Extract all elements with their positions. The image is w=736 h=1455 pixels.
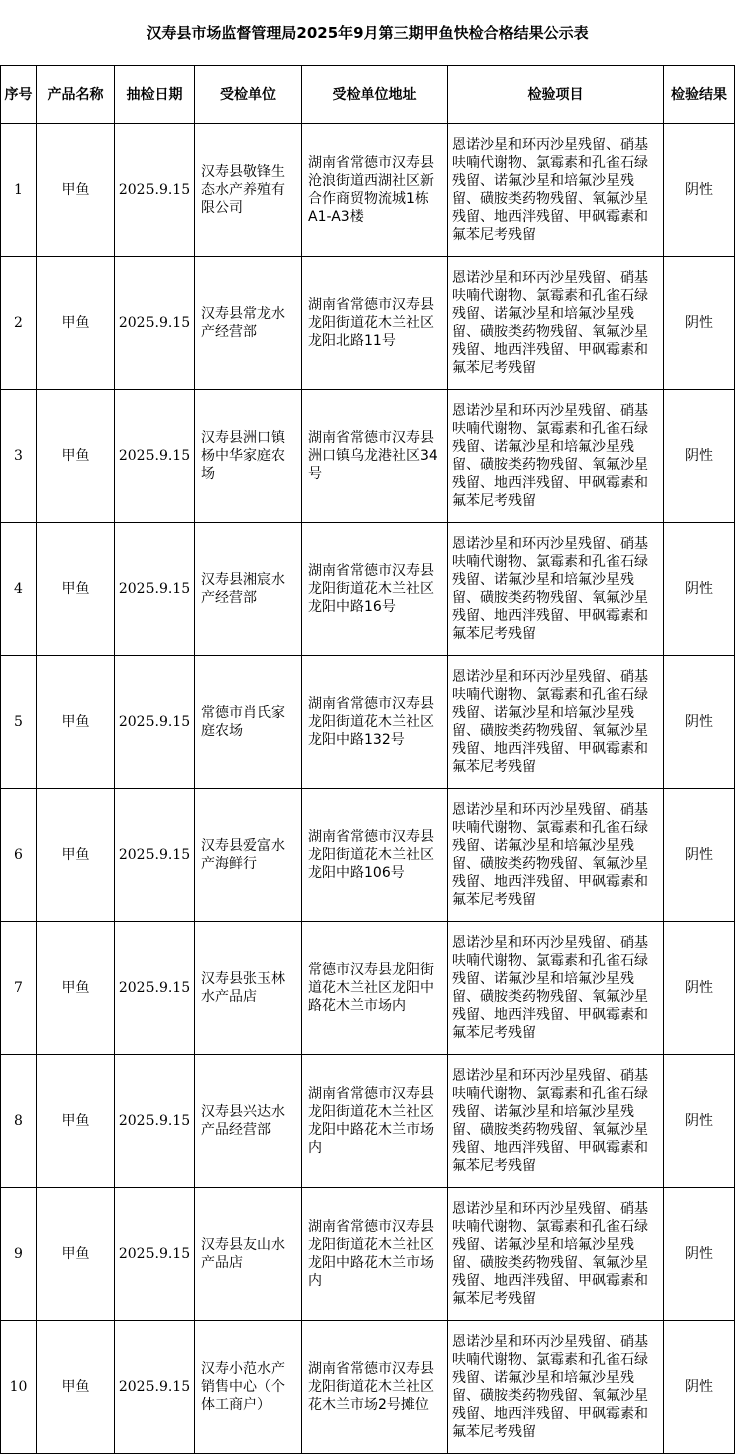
seq-cell: 1 bbox=[1, 124, 37, 257]
table-row bbox=[1, 257, 735, 390]
unit-cell: 汉寿县常龙水产经营部 bbox=[195, 257, 302, 390]
table-row bbox=[1, 656, 735, 789]
seq-cell: 4 bbox=[1, 523, 37, 656]
result-cell: 阴性 bbox=[664, 1188, 735, 1321]
table-row bbox=[1, 124, 735, 257]
table-row bbox=[1, 1321, 735, 1454]
product-cell: 甲鱼 bbox=[37, 390, 115, 523]
date-cell: 2025.9.15 bbox=[115, 257, 195, 390]
unit-cell: 汉寿县友山水产品店 bbox=[195, 1188, 302, 1321]
date-cell: 2025.9.15 bbox=[115, 1321, 195, 1454]
result-cell: 阴性 bbox=[664, 124, 735, 257]
items-cell: 恩诺沙星和环丙沙星残留、硝基呋喃代谢物、氯霉素和孔雀石绿残留、诺氟沙星和培氟沙星残留、磺胺类药物残留、氧氟沙星残留、地西泮残留、甲砜霉素和氟苯尼考残留 bbox=[448, 257, 664, 390]
header-row bbox=[1, 66, 735, 124]
address-cell: 湖南省常德市汉寿县沧浪街道西湖社区新合作商贸物流城1栋A1-A3楼 bbox=[302, 124, 448, 257]
result-cell: 阴性 bbox=[664, 922, 735, 1055]
address-cell: 湖南省常德市汉寿县龙阳街道花木兰社区龙阳中路花木兰市场内 bbox=[302, 1055, 448, 1188]
header-result: 检验结果 bbox=[664, 66, 735, 124]
unit-cell: 汉寿县湘宸水产经营部 bbox=[195, 523, 302, 656]
date-cell: 2025.9.15 bbox=[115, 1055, 195, 1188]
unit-cell: 汉寿县敬锋生态水产养殖有限公司 bbox=[195, 124, 302, 257]
unit-cell: 汉寿县洲口镇杨中华家庭农场 bbox=[195, 390, 302, 523]
result-cell: 阴性 bbox=[664, 1055, 735, 1188]
result-cell: 阴性 bbox=[664, 789, 735, 922]
table-row bbox=[1, 789, 735, 922]
address-cell: 湖南省常德市汉寿县龙阳街道花木兰社区龙阳北路11号 bbox=[302, 257, 448, 390]
date-cell: 2025.9.15 bbox=[115, 523, 195, 656]
product-cell: 甲鱼 bbox=[37, 656, 115, 789]
address-cell: 湖南省常德市汉寿县龙阳街道花木兰社区龙阳中路132号 bbox=[302, 656, 448, 789]
header-date: 抽检日期 bbox=[115, 66, 195, 124]
product-cell: 甲鱼 bbox=[37, 1321, 115, 1454]
seq-cell: 10 bbox=[1, 1321, 37, 1454]
product-cell: 甲鱼 bbox=[37, 1188, 115, 1321]
unit-cell: 汉寿县张玉林水产品店 bbox=[195, 922, 302, 1055]
date-cell: 2025.9.15 bbox=[115, 922, 195, 1055]
product-cell: 甲鱼 bbox=[37, 1055, 115, 1188]
items-cell: 恩诺沙星和环丙沙星残留、硝基呋喃代谢物、氯霉素和孔雀石绿残留、诺氟沙星和培氟沙星残留、磺胺类药物残留、氧氟沙星残留、地西泮残留、甲砜霉素和氟苯尼考残留 bbox=[448, 523, 664, 656]
seq-cell: 2 bbox=[1, 257, 37, 390]
product-cell: 甲鱼 bbox=[37, 922, 115, 1055]
table-row bbox=[1, 1055, 735, 1188]
product-cell: 甲鱼 bbox=[37, 257, 115, 390]
unit-cell: 汉寿小范水产销售中心（个体工商户） bbox=[195, 1321, 302, 1454]
items-cell: 恩诺沙星和环丙沙星残留、硝基呋喃代谢物、氯霉素和孔雀石绿残留、诺氟沙星和培氟沙星残留、磺胺类药物残留、氧氟沙星残留、地西泮残留、甲砜霉素和氟苯尼考残留 bbox=[448, 1188, 664, 1321]
result-cell: 阴性 bbox=[664, 1321, 735, 1454]
items-cell: 恩诺沙星和环丙沙星残留、硝基呋喃代谢物、氯霉素和孔雀石绿残留、诺氟沙星和培氟沙星残留、磺胺类药物残留、氧氟沙星残留、地西泮残留、甲砜霉素和氟苯尼考残留 bbox=[448, 789, 664, 922]
result-cell: 阴性 bbox=[664, 390, 735, 523]
date-cell: 2025.9.15 bbox=[115, 789, 195, 922]
table-row bbox=[1, 390, 735, 523]
items-cell: 恩诺沙星和环丙沙星残留、硝基呋喃代谢物、氯霉素和孔雀石绿残留、诺氟沙星和培氟沙星残留、磺胺类药物残留、氧氟沙星残留、地西泮残留、甲砜霉素和氟苯尼考残留 bbox=[448, 656, 664, 789]
items-cell: 恩诺沙星和环丙沙星残留、硝基呋喃代谢物、氯霉素和孔雀石绿残留、诺氟沙星和培氟沙星残留、磺胺类药物残留、氧氟沙星残留、地西泮残留、甲砜霉素和氟苯尼考残留 bbox=[448, 1055, 664, 1188]
seq-cell: 7 bbox=[1, 922, 37, 1055]
product-cell: 甲鱼 bbox=[37, 124, 115, 257]
seq-cell: 9 bbox=[1, 1188, 37, 1321]
header-product: 产品名称 bbox=[37, 66, 115, 124]
items-cell: 恩诺沙星和环丙沙星残留、硝基呋喃代谢物、氯霉素和孔雀石绿残留、诺氟沙星和培氟沙星残留、磺胺类药物残留、氧氟沙星残留、地西泮残留、甲砜霉素和氟苯尼考残留 bbox=[448, 124, 664, 257]
date-cell: 2025.9.15 bbox=[115, 656, 195, 789]
date-cell: 2025.9.15 bbox=[115, 390, 195, 523]
result-cell: 阴性 bbox=[664, 257, 735, 390]
date-cell: 2025.9.15 bbox=[115, 124, 195, 257]
address-cell: 湖南省常德市汉寿县龙阳街道花木兰社区龙阳中路花木兰市场内 bbox=[302, 1188, 448, 1321]
header-items: 检验项目 bbox=[448, 66, 664, 124]
result-cell: 阴性 bbox=[664, 656, 735, 789]
address-cell: 常德市汉寿县龙阳街道花木兰社区龙阳中路花木兰市场内 bbox=[302, 922, 448, 1055]
unit-cell: 常德市肖氏家庭农场 bbox=[195, 656, 302, 789]
header-address: 受检单位地址 bbox=[302, 66, 448, 124]
unit-cell: 汉寿县兴达水产品经营部 bbox=[195, 1055, 302, 1188]
address-cell: 湖南省常德市汉寿县龙阳街道花木兰社区龙阳中路106号 bbox=[302, 789, 448, 922]
address-cell: 湖南省常德市汉寿县洲口镇乌龙港社区34号 bbox=[302, 390, 448, 523]
seq-cell: 6 bbox=[1, 789, 37, 922]
seq-cell: 3 bbox=[1, 390, 37, 523]
items-cell: 恩诺沙星和环丙沙星残留、硝基呋喃代谢物、氯霉素和孔雀石绿残留、诺氟沙星和培氟沙星残留、磺胺类药物残留、氧氟沙星残留、地西泮残留、甲砜霉素和氟苯尼考残留 bbox=[448, 390, 664, 523]
title-row bbox=[1, 0, 735, 66]
address-cell: 湖南省常德市汉寿县龙阳街道花木兰社区龙阳中路16号 bbox=[302, 523, 448, 656]
date-cell: 2025.9.15 bbox=[115, 1188, 195, 1321]
address-cell: 湖南省常德市汉寿县龙阳街道花木兰社区花木兰市场2号摊位 bbox=[302, 1321, 448, 1454]
product-cell: 甲鱼 bbox=[37, 523, 115, 656]
seq-cell: 5 bbox=[1, 656, 37, 789]
table-title: 汉寿县市场监督管理局2025年9月第三期甲鱼快检合格结果公示表 bbox=[1, 0, 735, 66]
result-cell: 阴性 bbox=[664, 523, 735, 656]
product-cell: 甲鱼 bbox=[37, 789, 115, 922]
header-unit: 受检单位 bbox=[195, 66, 302, 124]
items-cell: 恩诺沙星和环丙沙星残留、硝基呋喃代谢物、氯霉素和孔雀石绿残留、诺氟沙星和培氟沙星残留、磺胺类药物残留、氧氟沙星残留、地西泮残留、甲砜霉素和氟苯尼考残留 bbox=[448, 922, 664, 1055]
table-row bbox=[1, 1188, 735, 1321]
seq-cell: 8 bbox=[1, 1055, 37, 1188]
items-cell: 恩诺沙星和环丙沙星残留、硝基呋喃代谢物、氯霉素和孔雀石绿残留、诺氟沙星和培氟沙星残留、磺胺类药物残留、氧氟沙星残留、地西泮残留、甲砜霉素和氟苯尼考残留 bbox=[448, 1321, 664, 1454]
unit-cell: 汉寿县爱富水产海鲜行 bbox=[195, 789, 302, 922]
table-row bbox=[1, 523, 735, 656]
header-seq: 序号 bbox=[1, 66, 37, 124]
table-row bbox=[1, 922, 735, 1055]
